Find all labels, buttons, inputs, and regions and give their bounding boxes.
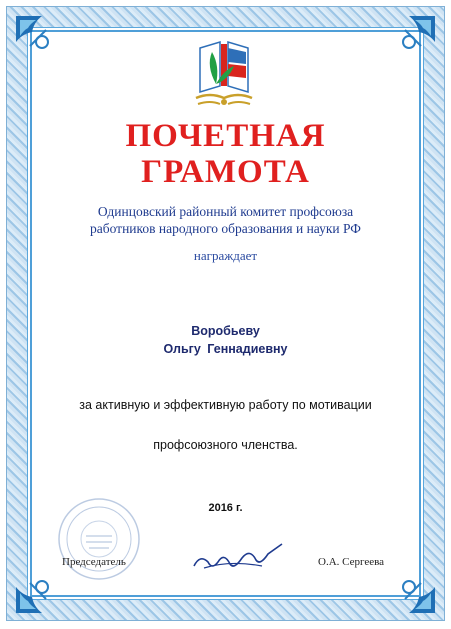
corner-ornament-icon [393, 571, 439, 617]
award-year: 2016 г. [208, 502, 243, 514]
award-verb: награждает [193, 248, 258, 263]
signature-label: Председатель [62, 556, 126, 568]
organization-line1: Одинцовский районный комитет профсоюза [97, 204, 354, 219]
corner-ornament-icon [12, 12, 58, 58]
stamp-seal-icon [56, 496, 142, 582]
recipient-surname: Воробьеву [191, 324, 260, 338]
corner-ornament-icon [393, 12, 439, 58]
recipient-given-names: Ольгу Геннадиевну [163, 342, 288, 356]
organization-line2: работников народного образования и науки РФ [90, 221, 361, 236]
signature-icon [190, 540, 286, 576]
award-reason-line1: за активную и эффективную работу по мотивации [79, 398, 372, 412]
corner-ornament-icon [12, 571, 58, 617]
certificate-title-line1: ПОЧЕТНАЯ [125, 118, 326, 154]
award-reason-line2: профсоюзного членства. [153, 438, 298, 452]
signer-name: О.А. Сергеева [318, 556, 385, 568]
certificate-title-line2: ГРАМОТА [141, 154, 310, 190]
union-emblem-icon [190, 36, 258, 112]
